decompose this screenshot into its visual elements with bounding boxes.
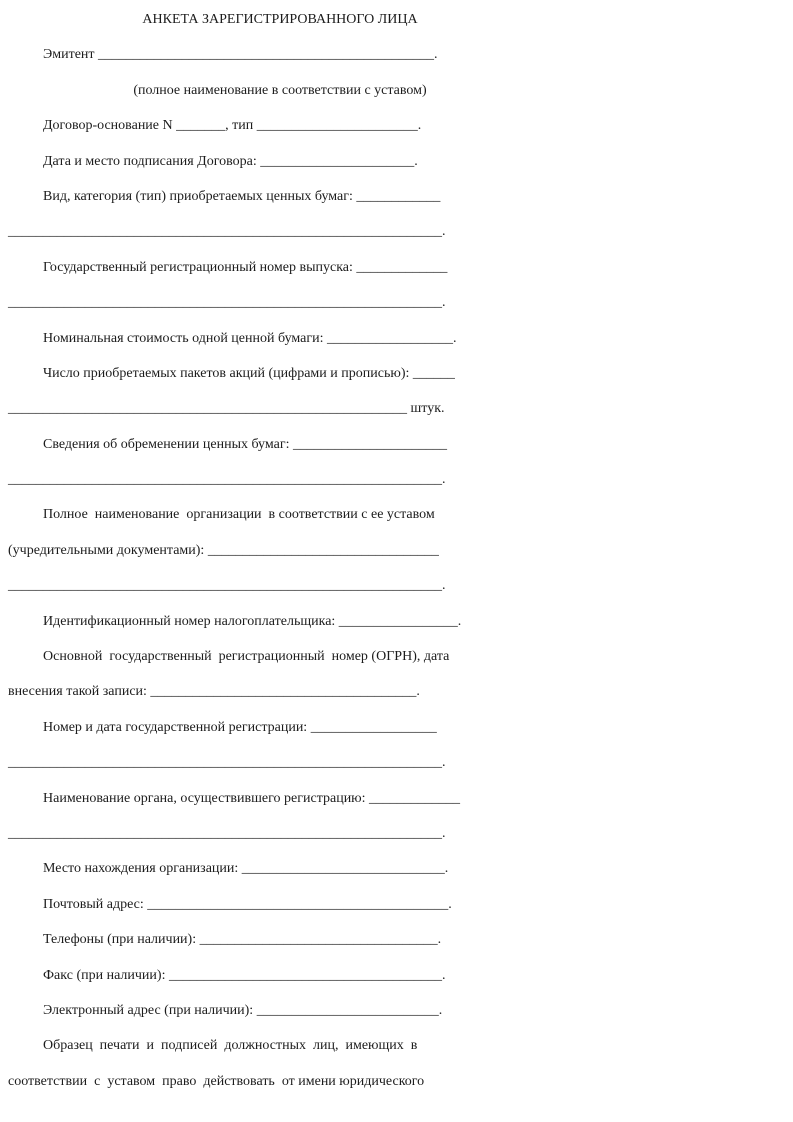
- field-ogrn-continuation: внесения такой записи: ______________________________________.: [8, 684, 420, 700]
- document-title: АНКЕТА ЗАРЕГИСТРИРОВАННОГО ЛИЦА: [142, 12, 418, 27]
- field-encumbrance-info: Сведения об обременении ценных бумаг: ______________________: [43, 436, 447, 452]
- field-org-full-name: Полное наименование организации в соответствии с ее уставом: [43, 507, 435, 523]
- paragraph-seal-and-signatures-continuation: соответствии с уставом право действовать от имени юридического: [8, 1073, 425, 1089]
- blank-continuation-line-shtuk: _________________________________________________________ штук.: [8, 401, 445, 417]
- field-ogrn: Основной государственный регистрационный номер (ОГРН), дата: [43, 649, 450, 665]
- field-org-full-name-continuation: (учредительными документами): _________________________________: [8, 542, 439, 558]
- field-registering-authority: Наименование органа, осуществившего регистрацию: _____________: [43, 790, 461, 806]
- field-state-registration-number-date: Номер и дата государственной регистрации: __________________: [43, 719, 437, 735]
- field-phones: Телефоны (при наличии): __________________________________.: [43, 932, 442, 948]
- field-org-location: Место нахождения организации: _____________________________.: [43, 861, 449, 877]
- field-contract-date-place: Дата и место подписания Договора: ______________________.: [43, 153, 418, 169]
- blank-continuation-line: ______________________________________________________________.: [8, 224, 446, 240]
- document-body: [8, 37, 552, 1099]
- blank-continuation-line: ______________________________________________________________.: [8, 755, 446, 771]
- blank-continuation-line: ______________________________________________________________.: [8, 578, 446, 594]
- field-securities-type: Вид, категория (тип) приобретаемых ценных бумаг: ____________: [43, 188, 441, 204]
- registered-person-questionnaire-form: [8, 2, 552, 1099]
- blank-continuation-line: ______________________________________________________________.: [8, 295, 446, 311]
- field-email: Электронный адрес (при наличии): __________________________.: [43, 1002, 443, 1018]
- paragraph-seal-and-signatures: Образец печати и подписей должностных лиц, имеющих в: [43, 1038, 418, 1054]
- blank-continuation-line: ______________________________________________________________.: [8, 472, 446, 488]
- field-contract-basis: Договор-основание N _______, тип _______________________.: [43, 118, 422, 134]
- field-inn: Идентификационный номер налогоплательщика: _________________.: [43, 613, 462, 629]
- caption-full-name-per-charter: (полное наименование в соответствии с уставом): [133, 82, 427, 98]
- field-nominal-value: Номинальная стоимость одной ценной бумаги: __________________.: [43, 330, 457, 346]
- field-number-of-share-packages: Число приобретаемых пакетов акций (цифрами и прописью): ______: [43, 365, 455, 381]
- field-state-registration-number-issue: Государственный регистрационный номер выпуска: _____________: [43, 259, 448, 275]
- blank-continuation-line: ______________________________________________________________.: [8, 825, 446, 841]
- field-fax: Факс (при наличии): _______________________________________.: [43, 967, 446, 983]
- field-emitent: Эмитент ________________________________________________.: [43, 47, 438, 63]
- field-postal-address: Почтовый адрес: ___________________________________________.: [43, 896, 452, 912]
